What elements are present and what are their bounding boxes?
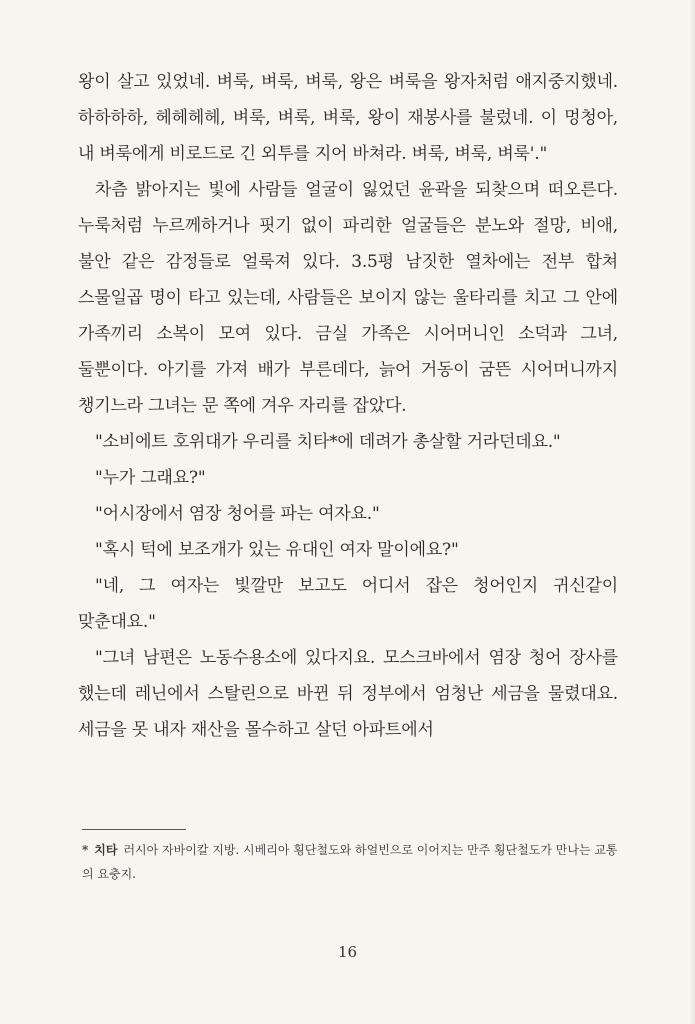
dialogue-line: "혹시 턱에 보조개가 있는 유대인 여자 말이에요?" (95, 540, 459, 560)
dialogue-line: "소비에트 호위대가 우리를 치타*에 데려가 총살할 거라던데요." (95, 432, 561, 452)
footnote-text: 러시아 자바이칼 지방. 시베리아 횡단철도와 하얼빈으로 이어지는 만주 횡단철도가 만나는 교통의 요충지. (82, 843, 618, 881)
footnote-divider (82, 829, 186, 830)
paragraph: 차츰 밝아지는 빛에 사람들 얼굴이 잃었던 윤곽을 되찾으며 떠오른다. 누룩처럼 누르께하거나 핏기 없이 파리한 얼굴들은 분노와 절망, 비애, 불안 같은 감정들로 얼룩져 있다. 3.5평 남짓한 열차에는 전부 합쳐 스물일곱 명이 타고 있는데, 사람들은 보이지 않는 울타리를 치고 그 안에 가족끼리 소복이 모여 있다. 금실 가족은 시어머니인 소덕과 그녀, 둘뿐이다. 아기를 가져 배가 부른데다, 늙어 거동이 굼뜬 시어머니까지 챙기느라 그녀는 문 쪽에 겨우 자리를 잡았다. (78, 180, 618, 416)
dialogue-line: "누가 그래요?" (95, 468, 206, 488)
footnote-mark: * (82, 843, 89, 857)
footnote-term: 치타 (94, 843, 118, 857)
dialogue-line: "어시장에서 염장 청어를 파는 여자요." (95, 504, 380, 524)
page-edge-shadow (689, 0, 695, 1024)
footnote (82, 838, 618, 886)
paragraph: 왕이 살고 있었네. 벼룩, 벼룩, 벼룩, 왕은 벼룩을 왕자처럼 애지중지했네. 하하하하, 헤헤헤헤, 벼룩, 벼룩, 벼룩, 왕이 재봉사를 불렀네. 이 멍청아, 내 벼룩에게 비로드로 긴 외투를 지어 바쳐라. 벼룩, 벼룩, 벼룩'." (78, 72, 618, 164)
page-number: 16 (337, 943, 358, 961)
dialogue-line: "그녀 남편은 노동수용소에 있다지요. 모스크바에서 염장 청어 장사를 했는데 레닌에서 스탈린으로 바뀐 뒤 정부에서 엄청난 세금을 물렸대요. 세금을 못 내자 재산을 몰수하고 살던 아파트에서 (78, 648, 618, 740)
body-text (78, 64, 618, 748)
dialogue-line: "네, 그 여자는 빛깔만 보고도 어디서 잡은 청어인지 귀신같이 맞춘대요." (78, 576, 618, 632)
